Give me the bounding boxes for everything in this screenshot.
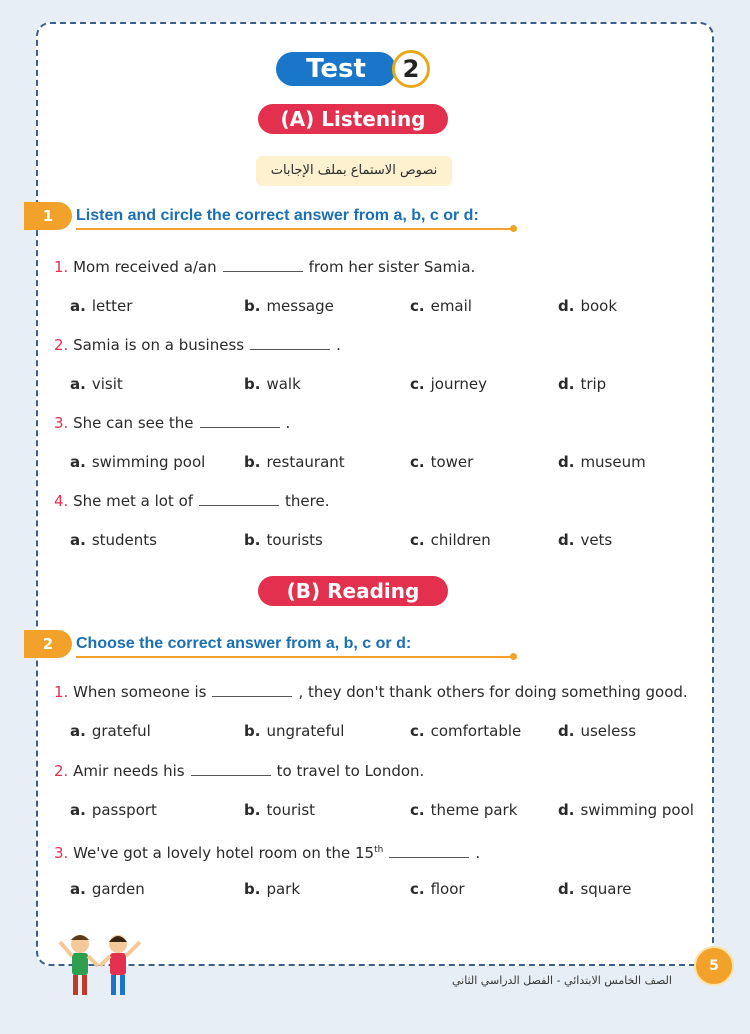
option-letter: a.: [70, 297, 86, 315]
item-text-before: Amir needs his: [73, 762, 185, 780]
item-text-before: Samia is on a business: [73, 336, 245, 354]
option-letter: c.: [410, 453, 425, 471]
option-text: garden: [91, 880, 145, 898]
option-text: grateful: [91, 722, 151, 740]
answer-option[interactable]: [70, 451, 205, 473]
answer-option[interactable]: [244, 878, 300, 900]
item-number: 3.: [54, 414, 69, 432]
item-text-after: .: [285, 414, 291, 432]
option-letter: d.: [558, 531, 575, 549]
question-item: [54, 760, 424, 782]
answer-option[interactable]: [558, 451, 646, 473]
question-title: Choose the correct answer from a, b, c or d:: [76, 635, 412, 652]
item-number: 1.: [54, 258, 69, 276]
item-text-before: We've got a lovely hotel room on the 15: [73, 844, 375, 862]
arabic-note: نصوص الاستماع بملف الإجابات: [256, 156, 452, 186]
answer-option[interactable]: [70, 373, 123, 395]
option-text: letter: [91, 297, 133, 315]
option-letter: c.: [410, 375, 425, 393]
answer-option[interactable]: [410, 878, 465, 900]
answer-blank[interactable]: [191, 763, 271, 776]
answer-option[interactable]: [244, 720, 344, 742]
question-item: [54, 839, 480, 864]
answer-blank[interactable]: [250, 337, 330, 350]
answer-option[interactable]: [558, 878, 632, 900]
option-letter: d.: [558, 375, 575, 393]
question-title: Listen and circle the correct answer from a, b, c or d:: [76, 207, 479, 224]
answer-option[interactable]: [558, 529, 612, 551]
superscript: th: [374, 845, 384, 855]
answer-option[interactable]: [70, 799, 157, 821]
answer-blank[interactable]: [223, 259, 303, 272]
item-text-before: She can see the: [73, 414, 194, 432]
option-text: walk: [266, 375, 301, 393]
item-text-after: to travel to London.: [276, 762, 425, 780]
option-letter: d.: [558, 880, 575, 898]
option-letter: c.: [410, 297, 425, 315]
item-number: 4.: [54, 492, 69, 510]
option-letter: a.: [70, 531, 86, 549]
question-number: 2: [24, 630, 72, 658]
question-item: [54, 490, 329, 512]
answer-blank[interactable]: [199, 493, 279, 506]
answer-blank[interactable]: [200, 415, 280, 428]
answer-option[interactable]: [244, 529, 323, 551]
option-letter: a.: [70, 375, 86, 393]
test-number-badge: 2: [392, 50, 430, 88]
question-item: [54, 334, 341, 356]
option-text: useless: [580, 722, 637, 740]
option-text: trip: [580, 375, 607, 393]
answer-option[interactable]: [70, 295, 132, 317]
option-letter: a.: [70, 801, 86, 819]
option-letter: b.: [244, 801, 261, 819]
option-text: tower: [430, 453, 474, 471]
option-text: message: [266, 297, 334, 315]
item-number: 3.: [54, 844, 69, 862]
option-text: passport: [91, 801, 157, 819]
option-letter: c.: [410, 880, 425, 898]
option-text: park: [266, 880, 301, 898]
option-letter: a.: [70, 880, 86, 898]
option-letter: b.: [244, 722, 261, 740]
answer-option[interactable]: [558, 720, 636, 742]
page-number: 5: [694, 946, 734, 986]
answer-option[interactable]: [410, 295, 472, 317]
option-letter: b.: [244, 297, 261, 315]
answer-option[interactable]: [244, 799, 315, 821]
answer-option[interactable]: [410, 451, 473, 473]
option-letter: d.: [558, 297, 575, 315]
question-item: [54, 681, 688, 703]
option-text: swimming pool: [580, 801, 694, 819]
option-text: floor: [430, 880, 465, 898]
option-text: museum: [580, 453, 646, 471]
option-text: book: [580, 297, 617, 315]
option-text: children: [430, 531, 491, 549]
option-text: ungrateful: [266, 722, 345, 740]
question-header-1: [24, 202, 514, 230]
option-letter: a.: [70, 453, 86, 471]
underline-decoration: [76, 228, 512, 230]
option-text: tourists: [266, 531, 323, 549]
item-text-after: .: [475, 844, 481, 862]
section-reading-label: (B) Reading: [258, 576, 448, 606]
option-text: restaurant: [266, 453, 345, 471]
answer-option[interactable]: [410, 799, 517, 821]
answer-blank[interactable]: [212, 684, 292, 697]
kids-illustration: [50, 926, 150, 1006]
item-text-before: Mom received a/an: [73, 258, 217, 276]
item-text-after: , they don't thank others for doing something good.: [298, 683, 688, 701]
answer-option[interactable]: [558, 373, 606, 395]
dot-decoration: [510, 653, 517, 660]
item-text-before: When someone is: [73, 683, 207, 701]
answer-option[interactable]: [410, 373, 487, 395]
option-letter: d.: [558, 801, 575, 819]
option-letter: a.: [70, 722, 86, 740]
item-text-before: She met a lot of: [73, 492, 194, 510]
item-text-after: .: [336, 336, 341, 354]
option-letter: b.: [244, 531, 261, 549]
dot-decoration: [510, 225, 517, 232]
option-text: square: [580, 880, 632, 898]
answer-option[interactable]: [410, 720, 521, 742]
item-text-after: there.: [285, 492, 330, 510]
option-text: tourist: [266, 801, 316, 819]
option-letter: d.: [558, 453, 575, 471]
item-number: 2.: [54, 336, 69, 354]
item-number: 2.: [54, 762, 69, 780]
option-text: comfortable: [430, 722, 522, 740]
item-number: 1.: [54, 683, 69, 701]
option-text: vets: [580, 531, 613, 549]
option-letter: d.: [558, 722, 575, 740]
option-text: visit: [91, 375, 123, 393]
question-item: [54, 256, 475, 278]
answer-option[interactable]: [410, 529, 491, 551]
answer-option[interactable]: [244, 295, 334, 317]
option-letter: c.: [410, 531, 425, 549]
option-text: journey: [430, 375, 487, 393]
answer-option[interactable]: [558, 295, 617, 317]
answer-blank[interactable]: [389, 845, 469, 858]
option-text: theme park: [430, 801, 518, 819]
option-letter: b.: [244, 375, 261, 393]
section-listening-label: (A) Listening: [258, 104, 448, 134]
answer-option[interactable]: [70, 529, 157, 551]
option-text: email: [430, 297, 472, 315]
option-letter: b.: [244, 453, 261, 471]
question-item: [54, 412, 290, 434]
option-letter: b.: [244, 880, 261, 898]
option-letter: c.: [410, 722, 425, 740]
footer-text: الصف الخامس الابتدائي - الفصل الدراسي الثاني: [452, 974, 672, 987]
option-text: swimming pool: [91, 453, 206, 471]
answer-option[interactable]: [244, 451, 345, 473]
answer-option[interactable]: [558, 799, 694, 821]
question-header-2: [24, 630, 514, 658]
underline-decoration: [76, 656, 512, 658]
option-letter: c.: [410, 801, 425, 819]
answer-option[interactable]: [70, 878, 145, 900]
question-number: 1: [24, 202, 72, 230]
answer-option[interactable]: [70, 720, 151, 742]
test-title: Test: [276, 52, 396, 86]
item-text-after: from her sister Samia.: [308, 258, 476, 276]
option-text: students: [91, 531, 157, 549]
answer-option[interactable]: [244, 373, 301, 395]
